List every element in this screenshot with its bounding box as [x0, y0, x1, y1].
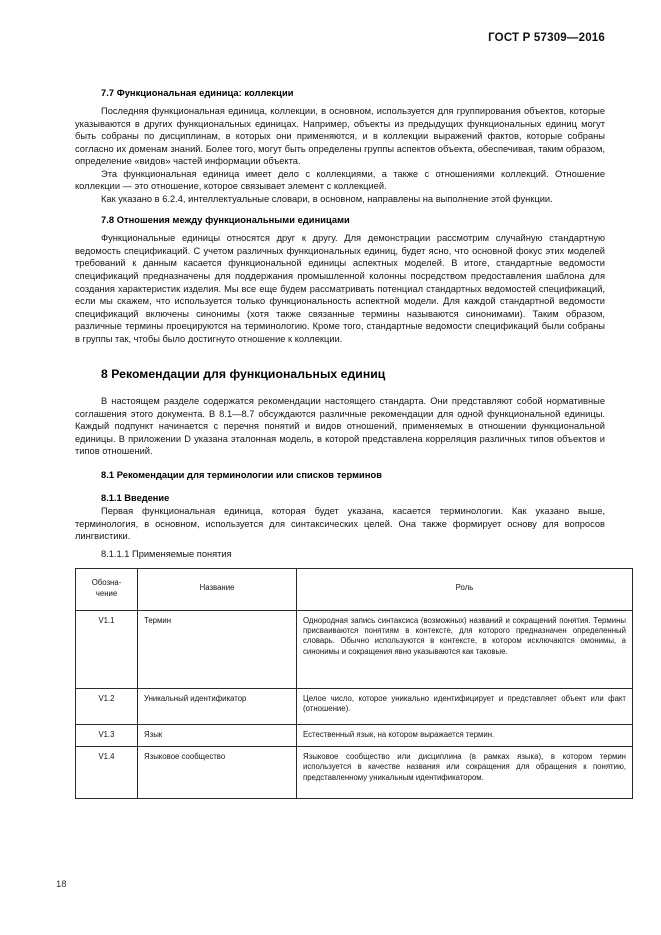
spacer — [75, 458, 605, 470]
column-header-code-line1: Обозна- — [91, 578, 122, 588]
table-row — [76, 610, 633, 688]
heading-8: 8 Рекомендации для функциональных единиц — [101, 367, 386, 382]
cell-role: Языковое сообщество или дисциплина (в рамках языка), в котором термин используется в качестве названия или сокращения для обращения к понятию, представленному уникальным идентификатором. — [297, 747, 633, 799]
caption-8-1-1-1: 8.1.1.1 Применяемые понятия — [101, 548, 232, 559]
column-header-role: Роль — [297, 568, 633, 610]
cell-name: Языковое сообщество — [138, 747, 297, 799]
table-body — [76, 610, 633, 798]
paragraph-8-1-1-1: Первая функциональная единица, которая будет указана, касается терминологии. Как указано выше, терминология, в основном, используется для синтаксических целей. Она также формирует основу для вопросов лингвистики. — [75, 506, 605, 542]
heading-7-8: 7.8 Отношения между функциональными единицами — [101, 215, 350, 226]
column-header-code-line2: чение — [95, 588, 118, 598]
table-row — [76, 747, 633, 799]
heading-8-1: 8.1 Рекомендации для терминологии или списков терминов — [101, 470, 382, 481]
cell-name: Уникальный идентификатор — [138, 688, 297, 724]
heading-8-1-1: 8.1.1 Введение — [101, 493, 170, 504]
paragraph-7-7-1: Последняя функциональная единица, коллекции, в основном, используется для группирования объектов, которые указываются в других функциональных единицах. Например, объекты из предыдущих функциональных единиц могут быть собраны по дисциплинам, в которых они применяются, и в коллекции выражений фактов, которые собраны согласно их доменам знаний. Более того, могут быть определены группы аспектов объекта, обеспечивая, таким образом, определение «видов» частей информации объекта. — [75, 106, 605, 167]
column-header-name: Название — [138, 568, 297, 610]
paragraph-7-7-2: Эта функциональная единица имеет дело с коллекциями, а также с отношениями коллекций. Отношение коллекции — это отношение, которое связывает элемент с коллекцией. — [75, 168, 605, 192]
document-header: ГОСТ Р 57309—2016 — [488, 32, 605, 44]
table-row — [76, 724, 633, 746]
table-row — [76, 688, 633, 724]
paragraph-7-8-1: Функциональные единицы относятся друг к другу. Для демонстрации рассмотрим случайную стандартную ведомость спецификаций. С учетом различных функциональных единиц, будет ясно, что основной фокус этих моделей требований к данным касается функциональной единицы аспектных моделей. В итоге, стандартные ведомости спецификаций предназначены для поддержания промышленной колонны посредством предоставления шаблона для создания характеристик изделия. Мы все еще будем рассматривать потенциал стандартных ведомостей спецификаций, если мы скажем, что используется только функциональность аспектной модели. Для каждой стандартной ведомости спецификаций включены синонимы (хотя также связанные термины называются синонимами). Таким образом, различные термины проецируются на терминологию. Кроме того, стандартные ведомости спецификаций были собраны в группы так, чтобы было достигнуто отношение к коллекции. — [75, 233, 605, 344]
paragraph-7-7-3: Как указано в 6.2.4, интеллектуальные словари, в основном, направлены на выполнение этой функции. — [101, 193, 553, 204]
spacer — [75, 381, 605, 395]
cell-code: V1.3 — [76, 724, 138, 746]
cell-name: Термин — [138, 610, 297, 688]
heading-7-7: 7.7 Функциональная единица: коллекции — [101, 88, 294, 98]
cell-name: Язык — [138, 724, 297, 746]
table-head — [76, 568, 633, 610]
cell-code: V1.2 — [76, 688, 138, 724]
column-header-code — [76, 568, 138, 610]
concepts-table — [75, 568, 633, 799]
cell-role: Целое число, которое уникально идентифицирует и представляет объект или факт (отношение). — [297, 688, 633, 724]
cell-code: V1.4 — [76, 747, 138, 799]
page-number: 18 — [56, 879, 67, 890]
table-header-row — [76, 568, 633, 610]
paragraph-8-1: В настоящем разделе содержатся рекомендации настоящего стандарта. Они представляют собой нормативные соглашения этого документа. В 8.1—8.7 обсуждаются различные рекомендации для одной функциональной единицы. Каждый подпункт начинается с перечня понятий и видов отношений, применяемых в отношении функциональной единицы. В приложении D указана эталонная модель, в которой представлена корреляция различных типов объектов и типов отношений. — [75, 396, 605, 457]
document-body — [75, 88, 626, 799]
spacer — [75, 345, 605, 367]
spacer — [75, 205, 605, 215]
cell-role: Однородная запись синтаксиса (возможных) названий и сокращений понятия. Термины присваиваются понятиям в контексте, для которого предназначен определенный словарь. Обычно используются в контексте, в котором исключаются омонимы, а синонимы и сокращения явно указываются как таковые. — [297, 610, 633, 688]
cell-role: Естественный язык, на котором выражается термин. — [297, 724, 633, 746]
cell-code: V1.1 — [76, 610, 138, 688]
